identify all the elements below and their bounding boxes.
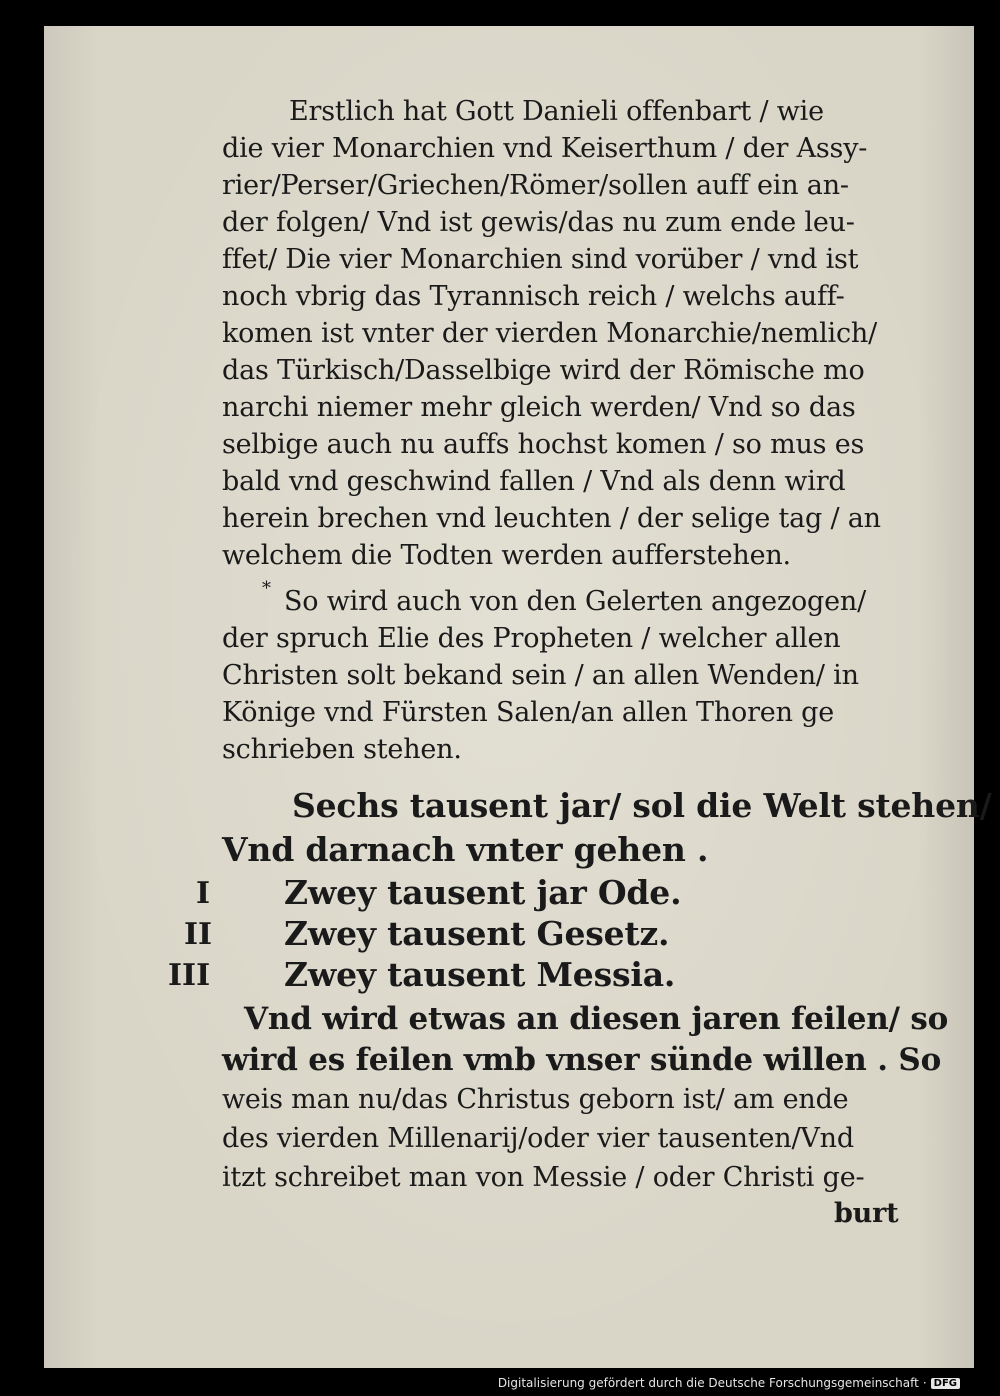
paragraph3-line: wird es feilen vmb vnser sünde willen . So	[222, 1042, 942, 1078]
paragraph-mark: *	[262, 578, 271, 599]
paragraph2-line: Könige vnd Fürsten Salen/an allen Thoren ge	[222, 697, 835, 728]
list-number: I	[196, 876, 211, 911]
paragraph1-line: welchem die Todten werden aufferstehen.	[222, 540, 791, 571]
paragraph1-line: noch vbrig das Tyrannisch reich / welchs auff-	[222, 281, 845, 312]
paragraph4-line: weis man nu/das Christus geborn ist/ am ende	[222, 1084, 849, 1115]
list-item: Zwey tausent Gesetz.	[284, 914, 670, 953]
paragraph2-line: der spruch Elie des Propheten / welcher allen	[222, 623, 841, 654]
heading-line: Sechs tausent jar/ sol die Welt stehen/	[292, 786, 992, 825]
paragraph1-line: selbige auch nu auffs hochst komen / so mus es	[222, 429, 865, 460]
paragraph1-line: der folgen/ Vnd ist gewis/das nu zum ende leu-	[222, 207, 855, 238]
list-number: II	[184, 917, 213, 952]
paragraph1-line: Erstlich hat Gott Danieli offenbart / wie	[289, 96, 824, 127]
footer-separator: ·	[922, 1376, 927, 1390]
paragraph1-line: die vier Monarchien vnd Keiserthum / der Assy-	[222, 133, 868, 164]
dfg-logo: DFG	[931, 1378, 960, 1389]
paragraph1-line: das Türkisch/Dasselbige wird der Römische mo	[222, 355, 865, 386]
list-item: Zwey tausent Messia.	[284, 955, 676, 994]
list-item: Zwey tausent jar Ode.	[284, 873, 682, 912]
digitization-footer	[498, 1376, 960, 1390]
paragraph1-line: rier/Perser/Griechen/Römer/sollen auff ein an-	[222, 170, 849, 201]
paragraph1-line: herein brechen vnd leuchten / der selige tag / an	[222, 503, 881, 534]
paragraph4-line: des vierden Millenarij/oder vier tausenten/Vnd	[222, 1123, 854, 1154]
book-page	[44, 26, 992, 1368]
heading-line: Vnd darnach vnter gehen .	[222, 830, 709, 869]
catchword: burt	[834, 1198, 899, 1229]
paragraph2-line: Christen solt bekand sein / an allen Wenden/ in	[222, 660, 859, 691]
paragraph1-line: ffet/ Die vier Monarchien sind vorüber / vnd ist	[222, 244, 859, 275]
paragraph1-line: bald vnd geschwind fallen / Vnd als denn wird	[222, 466, 846, 497]
paragraph1-line: komen ist vnter der vierden Monarchie/nemlich/	[222, 318, 877, 349]
paragraph2-line: So wird auch von den Gelerten angezogen/	[284, 586, 866, 617]
footer-text: Digitalisierung gefördert durch die Deutsche Forschungsgemeinschaft	[497, 1376, 919, 1390]
list-number: III	[168, 958, 211, 993]
paragraph3-line: Vnd wird etwas an diesen jaren feilen/ so	[244, 1001, 949, 1037]
paragraph1-line: narchi niemer mehr gleich werden/ Vnd so das	[222, 392, 856, 423]
paragraph4-line: itzt schreibet man von Messie / oder Christi ge-	[222, 1162, 865, 1193]
paragraph2-line: schrieben stehen.	[222, 734, 462, 765]
